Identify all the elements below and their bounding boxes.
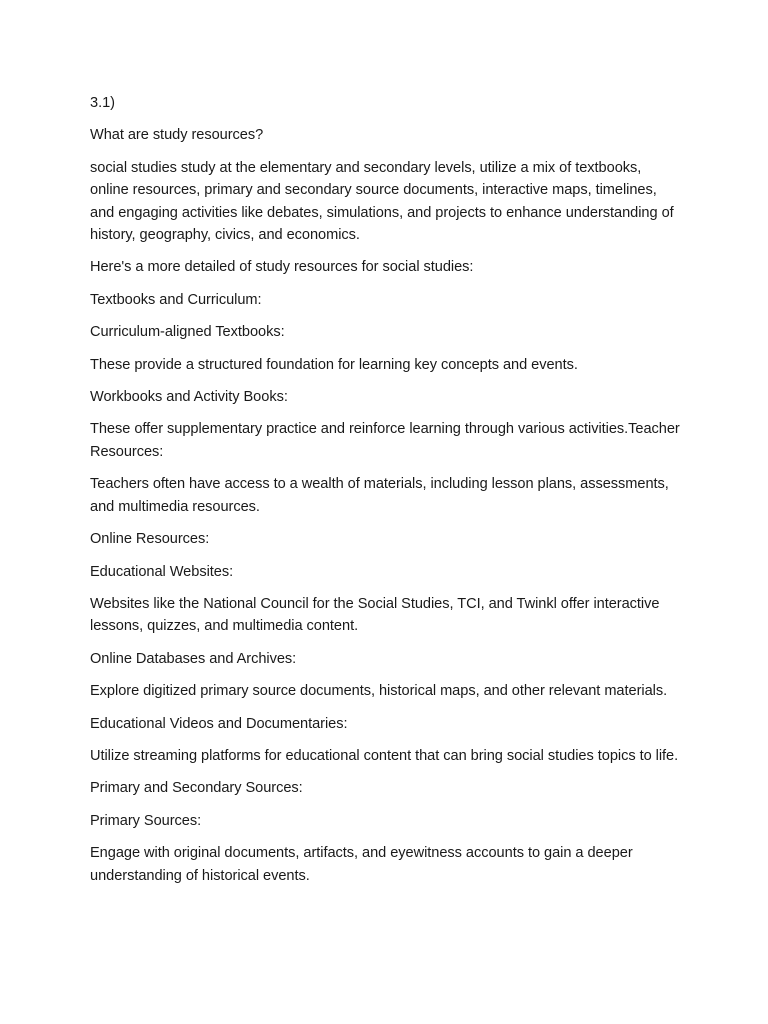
text-teacher-resources: Teachers often have access to a wealth of materials, including lesson plans, assessments, and multimedia resources. [90, 476, 669, 515]
heading-online-databases: Online Databases and Archives: [90, 650, 297, 667]
question-heading: What are study resources? [90, 127, 264, 144]
document-page [90, 92, 682, 897]
heading-educational-websites: Educational Websites: [90, 563, 234, 580]
section-number: 3.1) [90, 95, 115, 111]
heading-primary-sources: Primary Sources: [90, 812, 202, 829]
detail-intro: Here's a more detailed of study resources for social studies: [90, 259, 474, 276]
text-workbooks: These offer supplementary practice and reinforce learning through various activities.Teacher Resources: [90, 421, 680, 460]
heading-workbooks: Workbooks and Activity Books: [90, 389, 288, 406]
text-online-databases: Explore digitized primary source documents, historical maps, and other relevant materials. [90, 683, 668, 700]
heading-curriculum-textbooks: Curriculum-aligned Textbooks: [90, 324, 285, 341]
heading-educational-videos: Educational Videos and Documentaries: [90, 715, 348, 732]
intro-paragraph: social studies study at the elementary and secondary levels, utilize a mix of textbooks, online resources, primary and secondary source documents, interactive maps, timelines, and engaging activities like debates, simulations, and projects to enhance understanding of history, geography, civics, and economics. [90, 159, 674, 244]
text-educational-videos: Utilize streaming platforms for educational content that can bring social studies topics to life. [90, 747, 679, 764]
heading-textbooks-curriculum: Textbooks and Curriculum: [90, 291, 262, 308]
text-primary-sources: Engage with original documents, artifacts, and eyewitness accounts to gain a deeper understanding of historical events. [90, 845, 633, 884]
heading-primary-secondary-sources: Primary and Secondary Sources: [90, 780, 303, 797]
heading-online-resources: Online Resources: [90, 531, 210, 548]
text-curriculum-textbooks: These provide a structured foundation for learning key concepts and events. [90, 356, 578, 373]
text-educational-websites: Websites like the National Council for the Social Studies, TCI, and Twinkl offer interactive lessons, quizzes, and multimedia content. [90, 595, 660, 635]
